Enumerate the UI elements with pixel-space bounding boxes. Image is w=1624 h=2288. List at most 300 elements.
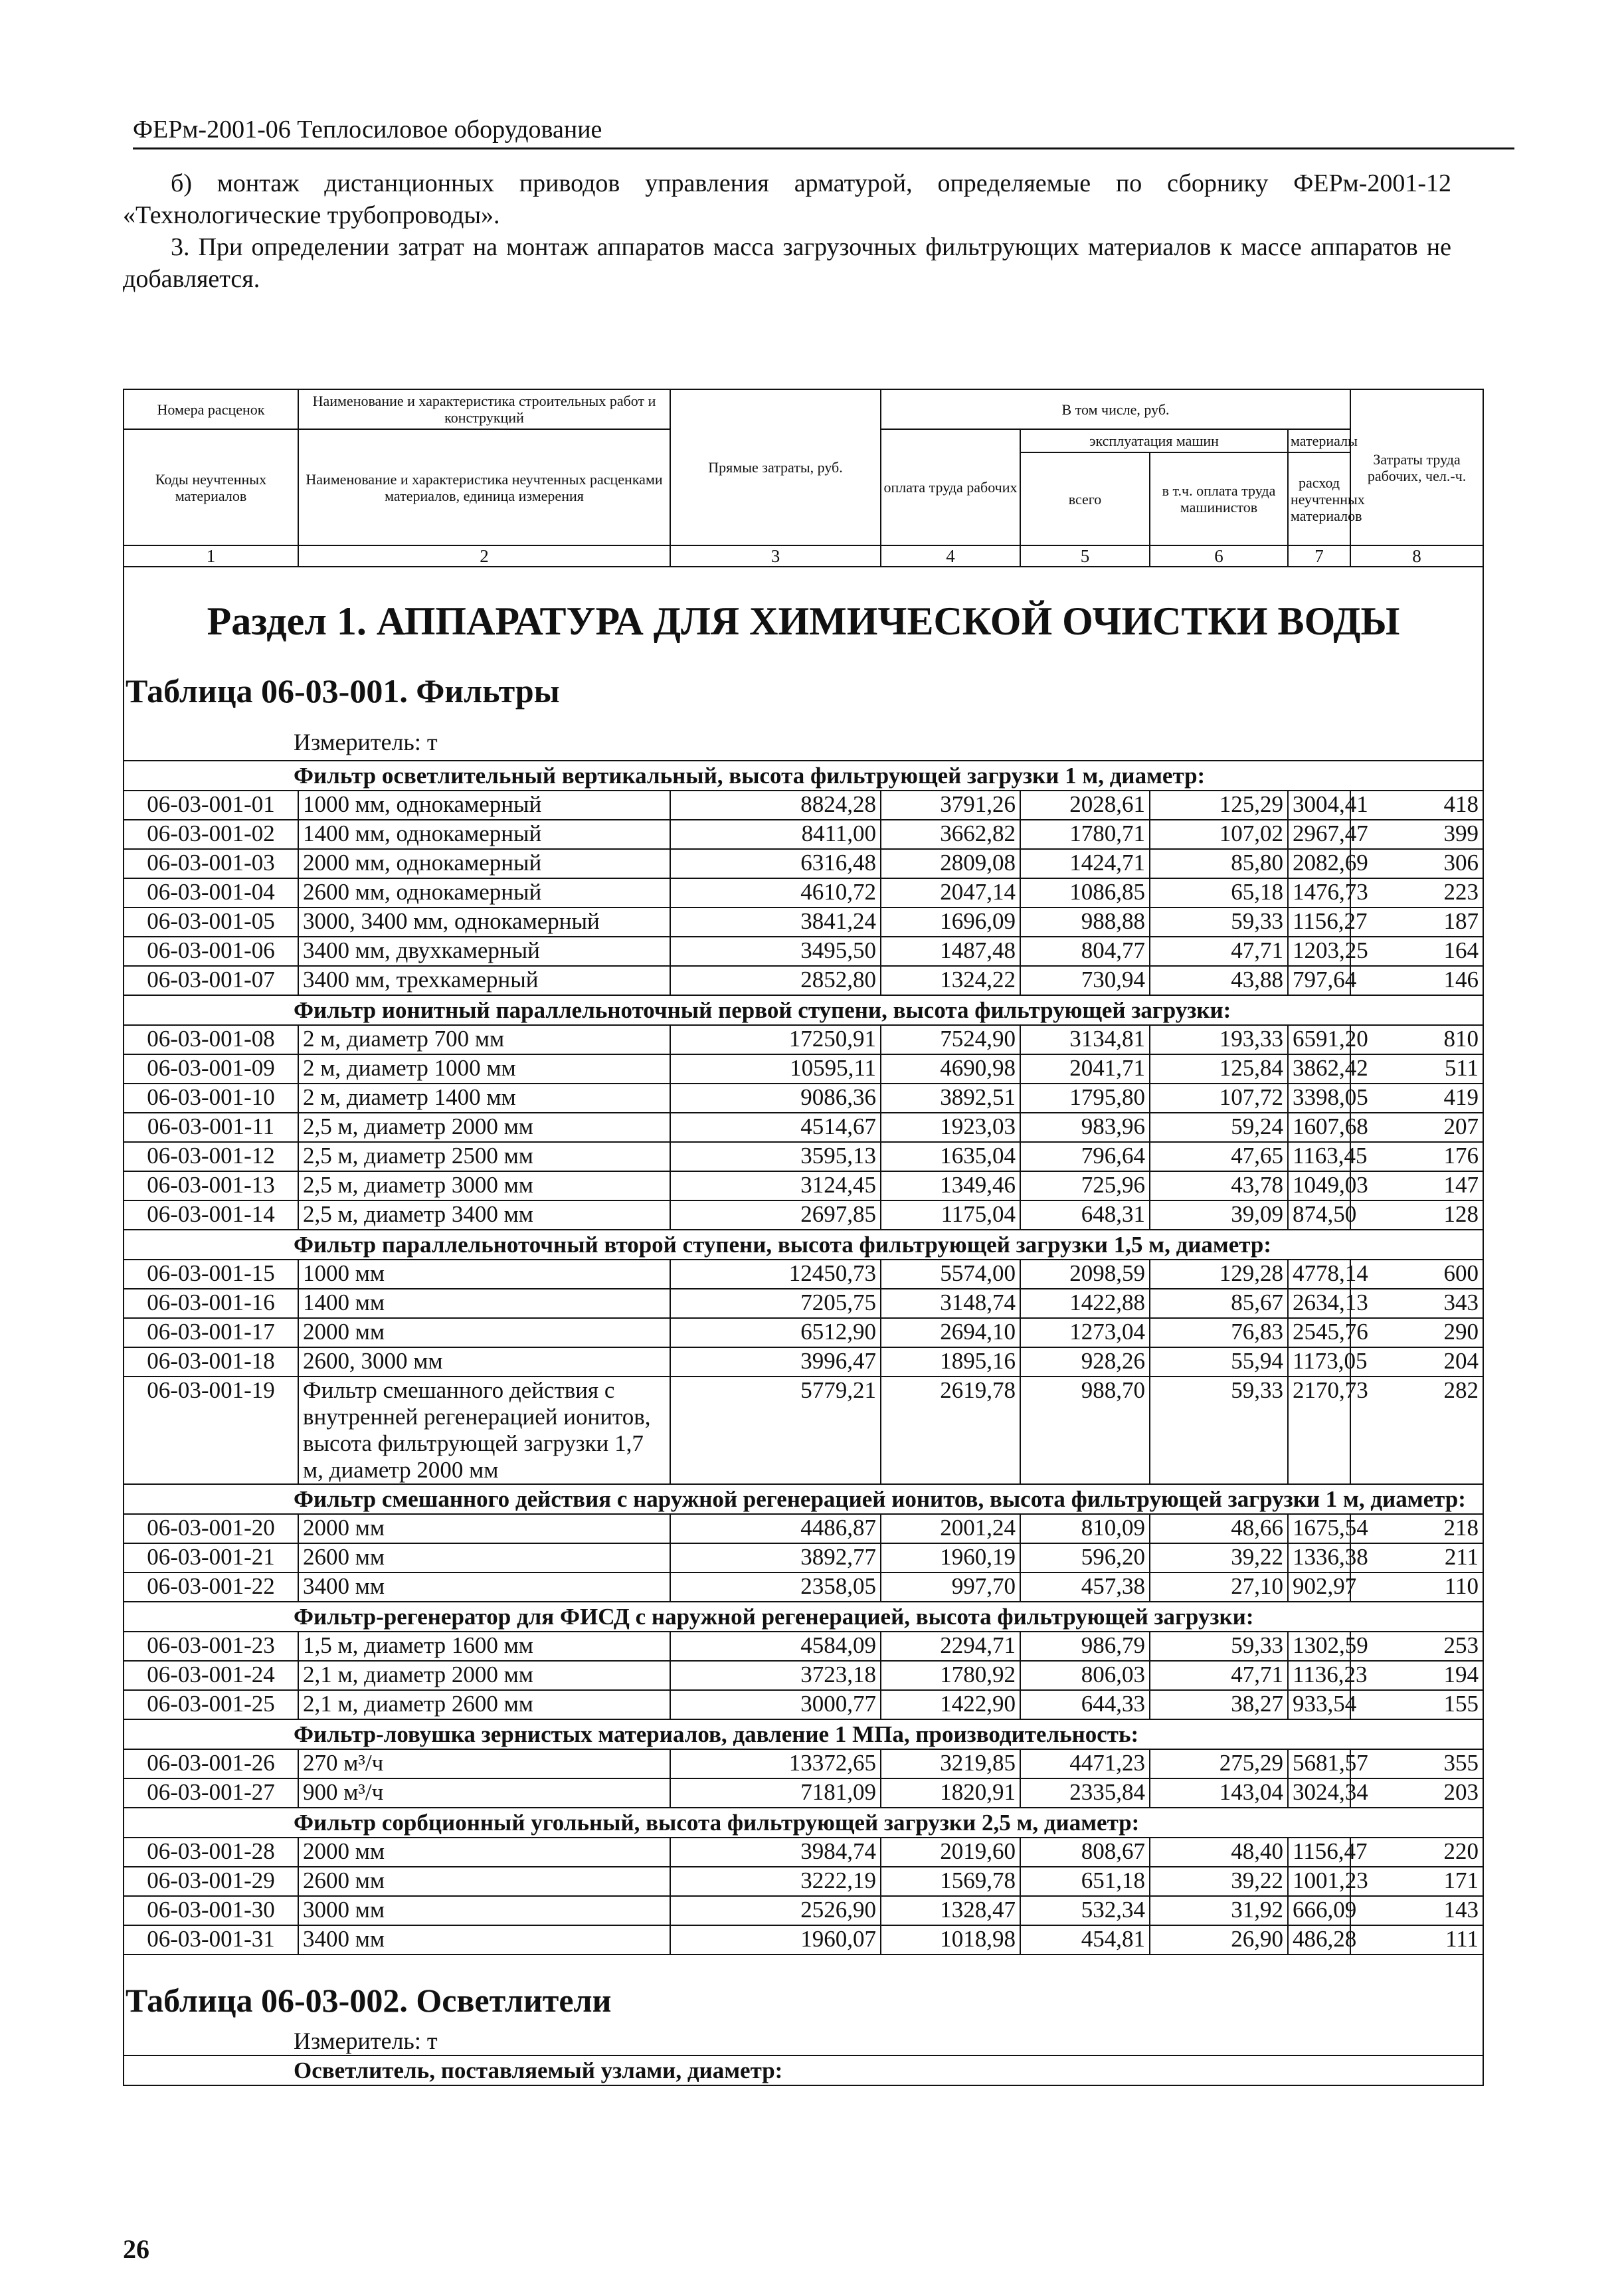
table-row: [124, 1260, 1483, 1289]
rate-code: 06-03-001-10: [124, 1084, 298, 1113]
work-description: 270 м³/ч: [298, 1749, 670, 1778]
rate-code: 06-03-001-23: [124, 1632, 298, 1661]
machinist-wages: 59,24: [1150, 1113, 1288, 1142]
machine-costs: 2028,61: [1020, 791, 1150, 820]
work-description: 3400 мм: [298, 1573, 670, 1602]
rate-code: 06-03-001-25: [124, 1690, 298, 1719]
table-row: [124, 907, 1483, 937]
worker-wages: 3662,82: [881, 820, 1020, 849]
material-costs: 1001,23: [1288, 1867, 1350, 1896]
labor-hours: 223: [1350, 878, 1483, 907]
direct-costs: 8411,00: [670, 820, 881, 849]
work-description: 1400 мм, однокамерный: [298, 820, 670, 849]
labor-hours: 511: [1350, 1054, 1483, 1084]
machine-costs: 532,34: [1020, 1896, 1150, 1925]
header-wages: оплата труда рабочих: [881, 429, 1020, 545]
machinist-wages: 43,88: [1150, 966, 1288, 995]
table-row: [124, 1896, 1483, 1925]
rate-code: 06-03-001-17: [124, 1318, 298, 1347]
machine-costs: 596,20: [1020, 1543, 1150, 1573]
worker-wages: 2694,10: [881, 1318, 1020, 1347]
column-number: 7: [1288, 545, 1350, 567]
worker-wages: 3791,26: [881, 791, 1020, 820]
material-costs: 1156,27: [1288, 907, 1350, 937]
table-row: [124, 1749, 1483, 1778]
work-description: 2,5 м, диаметр 2000 мм: [298, 1113, 670, 1142]
labor-hours: 211: [1350, 1543, 1483, 1573]
labor-hours: 207: [1350, 1113, 1483, 1142]
table-row: [124, 1084, 1483, 1113]
rate-code: 06-03-001-13: [124, 1171, 298, 1200]
labor-hours: 290: [1350, 1318, 1483, 1347]
direct-costs: 4486,87: [670, 1514, 881, 1543]
direct-costs: 8824,28: [670, 791, 881, 820]
rate-code: 06-03-001-27: [124, 1778, 298, 1808]
machinist-wages: 85,80: [1150, 849, 1288, 878]
table-row: [124, 791, 1483, 820]
running-header: ФЕРм-2001-06 Теплосиловое оборудование: [133, 114, 1514, 149]
spacer: [124, 1955, 1483, 1980]
machinist-wages: 125,29: [1150, 791, 1288, 820]
table-row: [124, 1171, 1483, 1200]
worker-wages: 3892,51: [881, 1084, 1020, 1113]
rate-code: 06-03-001-16: [124, 1289, 298, 1318]
worker-wages: 1349,46: [881, 1171, 1020, 1200]
labor-hours: 171: [1350, 1867, 1483, 1896]
material-costs: 5681,57: [1288, 1749, 1350, 1778]
table-row: [124, 1867, 1483, 1896]
table-row: [124, 1200, 1483, 1230]
work-description: 2000 мм, однокамерный: [298, 849, 670, 878]
header-labor: Затраты труда рабочих, чел.-ч.: [1350, 389, 1483, 545]
machinist-wages: 31,92: [1150, 1896, 1288, 1925]
rate-code: 06-03-001-04: [124, 878, 298, 907]
rate-code: 06-03-001-19: [124, 1377, 298, 1484]
machine-costs: 2098,59: [1020, 1260, 1150, 1289]
worker-wages: 1895,16: [881, 1347, 1020, 1377]
direct-costs: 7205,75: [670, 1289, 881, 1318]
material-costs: 1163,45: [1288, 1142, 1350, 1171]
material-costs: 1302,59: [1288, 1632, 1350, 1661]
direct-costs: 4584,09: [670, 1632, 881, 1661]
material-costs: 1607,68: [1288, 1113, 1350, 1142]
material-costs: 1136,23: [1288, 1661, 1350, 1690]
work-description: 2,5 м, диаметр 2500 мм: [298, 1142, 670, 1171]
worker-wages: 2001,24: [881, 1514, 1020, 1543]
group-heading-row: [124, 995, 1483, 1025]
material-costs: 1675,54: [1288, 1514, 1350, 1543]
table-row: [124, 1543, 1483, 1573]
material-costs: 797,64: [1288, 966, 1350, 995]
direct-costs: 17250,91: [670, 1025, 881, 1054]
machine-costs: 725,96: [1020, 1171, 1150, 1200]
material-costs: 874,50: [1288, 1200, 1350, 1230]
machine-costs: 1422,88: [1020, 1289, 1150, 1318]
rate-code: 06-03-001-22: [124, 1573, 298, 1602]
machinist-wages: 26,90: [1150, 1925, 1288, 1954]
material-costs: 1173,05: [1288, 1347, 1350, 1377]
machine-costs: 804,77: [1020, 937, 1150, 966]
direct-costs: 1960,07: [670, 1925, 881, 1954]
direct-costs: 2358,05: [670, 1573, 881, 1602]
machine-costs: 1795,80: [1020, 1084, 1150, 1113]
machine-costs: 986,79: [1020, 1632, 1150, 1661]
machine-costs: 2335,84: [1020, 1778, 1150, 1808]
table-row: [124, 1025, 1483, 1054]
material-costs: 3398,05: [1288, 1084, 1350, 1113]
work-description: 2,1 м, диаметр 2000 мм: [298, 1661, 670, 1690]
machine-costs: 983,96: [1020, 1113, 1150, 1142]
work-description: 1,5 м, диаметр 1600 мм: [298, 1632, 670, 1661]
work-description: 3400 мм, двухкамерный: [298, 937, 670, 966]
labor-hours: 110: [1350, 1573, 1483, 1602]
column-number: 8: [1350, 545, 1483, 567]
machine-costs: 810,09: [1020, 1514, 1150, 1543]
machine-costs: 988,88: [1020, 907, 1150, 937]
header-machines-total: всего: [1020, 452, 1150, 545]
direct-costs: 13372,65: [670, 1749, 881, 1778]
work-description: 3000, 3400 мм, однокамерный: [298, 907, 670, 937]
column-number: 5: [1020, 545, 1150, 567]
rate-code: 06-03-001-05: [124, 907, 298, 937]
direct-costs: 3000,77: [670, 1690, 881, 1719]
table-row: [124, 1690, 1483, 1719]
machinist-wages: 65,18: [1150, 878, 1288, 907]
direct-costs: 3124,45: [670, 1171, 881, 1200]
table-row: [124, 937, 1483, 966]
machinist-wages: 47,65: [1150, 1142, 1288, 1171]
section-block: [124, 567, 1483, 761]
material-costs: 1476,73: [1288, 878, 1350, 907]
machine-costs: 928,26: [1020, 1347, 1150, 1377]
group-heading: Фильтр параллельноточный второй ступени, высота фильтрующей загрузки 1,5 м, диаметр:: [124, 1230, 1483, 1260]
unit-of-measure: Измеритель: т: [294, 729, 438, 755]
worker-wages: 1175,04: [881, 1200, 1020, 1230]
worker-wages: 1780,92: [881, 1661, 1020, 1690]
labor-hours: 220: [1350, 1838, 1483, 1867]
header-rate-numbers: Номера расценок: [124, 389, 298, 429]
table-row: [124, 1347, 1483, 1377]
table-title: Таблица 06-03-001. Фильтры: [126, 672, 560, 710]
worker-wages: 1820,91: [881, 1778, 1020, 1808]
machine-costs: 808,67: [1020, 1838, 1150, 1867]
group-heading-row: [124, 1602, 1483, 1632]
column-number: 3: [670, 545, 881, 567]
labor-hours: 155: [1350, 1690, 1483, 1719]
table-row: [124, 820, 1483, 849]
group-heading-row: [124, 1808, 1483, 1838]
worker-wages: 2019,60: [881, 1838, 1020, 1867]
group-heading: Фильтр смешанного действия с наружной регенерацией ионитов, высота фильтрующей загрузки 1 м, диаметр:: [124, 1484, 1483, 1514]
group-heading: Осветлитель, поставляемый узлами, диаметр:: [124, 2055, 1483, 2085]
column-number: 1: [124, 545, 298, 567]
machine-costs: 806,03: [1020, 1661, 1150, 1690]
work-description: 2 м, диаметр 700 мм: [298, 1025, 670, 1054]
worker-wages: 997,70: [881, 1573, 1020, 1602]
machine-costs: 4471,23: [1020, 1749, 1150, 1778]
direct-costs: 3495,50: [670, 937, 881, 966]
direct-costs: 10595,11: [670, 1054, 881, 1084]
group-heading: Фильтр-регенератор для ФИСД с наружной регенерацией, высота фильтрующей загрузки:: [124, 1602, 1483, 1632]
work-description: 2,5 м, диаметр 3000 мм: [298, 1171, 670, 1200]
table-row: [124, 1573, 1483, 1602]
worker-wages: 4690,98: [881, 1054, 1020, 1084]
rate-code: 06-03-001-26: [124, 1749, 298, 1778]
worker-wages: 2294,71: [881, 1632, 1020, 1661]
labor-hours: 147: [1350, 1171, 1483, 1200]
machine-costs: 1780,71: [1020, 820, 1150, 849]
machine-costs: 1086,85: [1020, 878, 1150, 907]
note-paragraph: 3. При определении затрат на монтаж аппаратов масса загрузочных фильтрующих материалов к массе аппаратов не добавляется.: [123, 233, 1451, 293]
machine-costs: 730,94: [1020, 966, 1150, 995]
work-description: 3400 мм: [298, 1925, 670, 1954]
table-row: [124, 1318, 1483, 1347]
rate-code: 06-03-001-30: [124, 1896, 298, 1925]
machine-costs: 1424,71: [1020, 849, 1150, 878]
column-number: 6: [1150, 545, 1288, 567]
direct-costs: 6512,90: [670, 1318, 881, 1347]
machinist-wages: 193,33: [1150, 1025, 1288, 1054]
machinist-wages: 76,83: [1150, 1318, 1288, 1347]
rate-code: 06-03-001-03: [124, 849, 298, 878]
worker-wages: 3219,85: [881, 1749, 1020, 1778]
worker-wages: 2809,08: [881, 849, 1020, 878]
rate-code: 06-03-001-15: [124, 1260, 298, 1289]
machinist-wages: 143,04: [1150, 1778, 1288, 1808]
rate-code: 06-03-001-08: [124, 1025, 298, 1054]
machinist-wages: 129,28: [1150, 1260, 1288, 1289]
machinist-wages: 38,27: [1150, 1690, 1288, 1719]
table-row: [124, 1838, 1483, 1867]
labor-hours: 164: [1350, 937, 1483, 966]
labor-hours: 399: [1350, 820, 1483, 849]
table-title: Таблица 06-03-002. Осветлители: [126, 1982, 612, 2019]
material-costs: 3024,34: [1288, 1778, 1350, 1808]
header-machinist-wages: в т.ч. оплата труда машинистов: [1150, 452, 1288, 545]
work-description: 2600, 3000 мм: [298, 1347, 670, 1377]
table-row: [124, 1054, 1483, 1084]
table-row: [124, 1514, 1483, 1543]
direct-costs: 6316,48: [670, 849, 881, 878]
labor-hours: 143: [1350, 1896, 1483, 1925]
material-costs: 486,28: [1288, 1925, 1350, 1954]
direct-costs: 3892,77: [670, 1543, 881, 1573]
machine-costs: 796,64: [1020, 1142, 1150, 1171]
rate-code: 06-03-001-09: [124, 1054, 298, 1084]
direct-costs: 3595,13: [670, 1142, 881, 1171]
direct-costs: 4514,67: [670, 1113, 881, 1142]
labor-hours: 355: [1350, 1749, 1483, 1778]
rate-code: 06-03-001-21: [124, 1543, 298, 1573]
labor-hours: 418: [1350, 791, 1483, 820]
work-description: 3400 мм, трехкамерный: [298, 966, 670, 995]
machine-costs: 2041,71: [1020, 1054, 1150, 1084]
work-description: 1000 мм: [298, 1260, 670, 1289]
labor-hours: 203: [1350, 1778, 1483, 1808]
material-costs: 2545,76: [1288, 1318, 1350, 1347]
work-description: 1400 мм: [298, 1289, 670, 1318]
column-number: 2: [298, 545, 670, 567]
table-row: [124, 849, 1483, 878]
machinist-wages: 39,22: [1150, 1543, 1288, 1573]
material-costs: 4778,14: [1288, 1260, 1350, 1289]
rate-code: 06-03-001-14: [124, 1200, 298, 1230]
machinist-wages: 59,33: [1150, 1632, 1288, 1661]
machinist-wages: 55,94: [1150, 1347, 1288, 1377]
labor-hours: 419: [1350, 1084, 1483, 1113]
direct-costs: 5779,21: [670, 1377, 881, 1484]
direct-costs: 2697,85: [670, 1200, 881, 1230]
rate-code: 06-03-001-18: [124, 1347, 298, 1377]
machinist-wages: 39,09: [1150, 1200, 1288, 1230]
direct-costs: 3222,19: [670, 1867, 881, 1896]
labor-hours: 111: [1350, 1925, 1483, 1954]
work-description: 2000 мм: [298, 1838, 670, 1867]
table2-block-row: [124, 1954, 1483, 2055]
labor-hours: 128: [1350, 1200, 1483, 1230]
work-description: 2000 мм: [298, 1318, 670, 1347]
work-description: 2,5 м, диаметр 3400 мм: [298, 1200, 670, 1230]
group-heading: Фильтр сорбционный угольный, высота фильтрующей загрузки 2,5 м, диаметр:: [124, 1808, 1483, 1838]
table-row: [124, 1377, 1483, 1484]
material-costs: 933,54: [1288, 1690, 1350, 1719]
direct-costs: 3723,18: [670, 1661, 881, 1690]
labor-hours: 187: [1350, 907, 1483, 937]
material-costs: 6591,20: [1288, 1025, 1350, 1054]
direct-costs: 4610,72: [670, 878, 881, 907]
rates-table: [123, 389, 1484, 2086]
material-costs: 2170,73: [1288, 1377, 1350, 1484]
machine-costs: 3134,81: [1020, 1025, 1150, 1054]
machinist-wages: 59,33: [1150, 1377, 1288, 1484]
machinist-wages: 59,33: [1150, 907, 1288, 937]
machinist-wages: 48,40: [1150, 1838, 1288, 1867]
direct-costs: 7181,09: [670, 1778, 881, 1808]
work-description: Фильтр смешанного действия с внутренней регенерацией ионитов, высота фильтрующей загрузки 1,7 м, диаметр 2000 мм: [298, 1377, 670, 1484]
worker-wages: 2047,14: [881, 878, 1020, 907]
machine-costs: 651,18: [1020, 1867, 1150, 1896]
group-heading-row: [124, 1230, 1483, 1260]
unit-of-measure: Измеритель: т: [294, 2028, 438, 2054]
table-row: [124, 1661, 1483, 1690]
worker-wages: 2619,78: [881, 1377, 1020, 1484]
machine-costs: 644,33: [1020, 1690, 1150, 1719]
material-costs: 2967,47: [1288, 820, 1350, 849]
worker-wages: 1569,78: [881, 1867, 1020, 1896]
labor-hours: 176: [1350, 1142, 1483, 1171]
work-description: 2,1 м, диаметр 2600 мм: [298, 1690, 670, 1719]
table-row: [124, 1632, 1483, 1661]
table-row: [124, 1778, 1483, 1808]
worker-wages: 1923,03: [881, 1113, 1020, 1142]
material-costs: 3862,42: [1288, 1054, 1350, 1084]
section-title: Раздел 1. АППАРАТУРА ДЛЯ ХИМИЧЕСКОЙ ОЧИСТКИ ВОДЫ: [207, 599, 1400, 643]
labor-hours: 204: [1350, 1347, 1483, 1377]
work-description: 1000 мм, однокамерный: [298, 791, 670, 820]
machinist-wages: 27,10: [1150, 1573, 1288, 1602]
labor-hours: 600: [1350, 1260, 1483, 1289]
machinist-wages: 39,22: [1150, 1867, 1288, 1896]
machine-costs: 454,81: [1020, 1925, 1150, 1954]
labor-hours: 146: [1350, 966, 1483, 995]
direct-costs: 3996,47: [670, 1347, 881, 1377]
direct-costs: 2526,90: [670, 1896, 881, 1925]
machinist-wages: 47,71: [1150, 937, 1288, 966]
header-direct-costs: Прямые затраты, руб.: [670, 389, 881, 545]
labor-hours: 810: [1350, 1025, 1483, 1054]
work-description: 2 м, диаметр 1400 мм: [298, 1084, 670, 1113]
machinist-wages: 48,66: [1150, 1514, 1288, 1543]
worker-wages: 7524,90: [881, 1025, 1020, 1054]
work-description: 2600 мм: [298, 1543, 670, 1573]
labor-hours: 306: [1350, 849, 1483, 878]
machinist-wages: 107,72: [1150, 1084, 1288, 1113]
work-description: 2000 мм: [298, 1514, 670, 1543]
material-costs: 1049,03: [1288, 1171, 1350, 1200]
material-costs: 666,09: [1288, 1896, 1350, 1925]
rate-code: 06-03-001-02: [124, 820, 298, 849]
group-heading-row: [124, 1484, 1483, 1514]
work-description: 2600 мм, однокамерный: [298, 878, 670, 907]
labor-hours: 343: [1350, 1289, 1483, 1318]
direct-costs: 3841,24: [670, 907, 881, 937]
worker-wages: 1960,19: [881, 1543, 1020, 1573]
machine-costs: 457,38: [1020, 1573, 1150, 1602]
group-heading: Фильтр осветлительный вертикальный, высота фильтрующей загрузки 1 м, диаметр:: [124, 761, 1483, 791]
rate-code: 06-03-001-06: [124, 937, 298, 966]
column-number: 4: [881, 545, 1020, 567]
table2-block: [124, 1954, 1483, 2055]
table-row: [124, 878, 1483, 907]
header-material-names: Наименование и характеристика неучтенных расценками материалов, единица измерения: [298, 429, 670, 545]
notes: [123, 167, 1451, 295]
rate-code: 06-03-001-12: [124, 1142, 298, 1171]
header-work-name: Наименование и характеристика строительных работ и конструкций: [298, 389, 670, 429]
machine-costs: 988,70: [1020, 1377, 1150, 1484]
group-heading-row: [124, 1719, 1483, 1749]
worker-wages: 5574,00: [881, 1260, 1020, 1289]
work-description: 2600 мм: [298, 1867, 670, 1896]
material-costs: 2082,69: [1288, 849, 1350, 878]
group-heading-row: [124, 2055, 1483, 2085]
labor-hours: 194: [1350, 1661, 1483, 1690]
labor-hours: 253: [1350, 1632, 1483, 1661]
worker-wages: 1696,09: [881, 907, 1020, 937]
material-costs: 2634,13: [1288, 1289, 1350, 1318]
work-description: 3000 мм: [298, 1896, 670, 1925]
group-heading: Фильтр-ловушка зернистых материалов, давление 1 МПа, производительность:: [124, 1719, 1483, 1749]
direct-costs: 3984,74: [670, 1838, 881, 1867]
material-costs: 1203,25: [1288, 937, 1350, 966]
material-costs: 3004,41: [1288, 791, 1350, 820]
table-row: [124, 1113, 1483, 1142]
rate-code: 06-03-001-01: [124, 791, 298, 820]
worker-wages: 1324,22: [881, 966, 1020, 995]
table-row: [124, 1925, 1483, 1954]
rate-code: 06-03-001-31: [124, 1925, 298, 1954]
worker-wages: 1635,04: [881, 1142, 1020, 1171]
labor-hours: 282: [1350, 1377, 1483, 1484]
header-material-codes: Коды неучтенных материалов: [124, 429, 298, 545]
machine-costs: 1273,04: [1020, 1318, 1150, 1347]
material-costs: 902,97: [1288, 1573, 1350, 1602]
direct-costs: 12450,73: [670, 1260, 881, 1289]
machinist-wages: 43,78: [1150, 1171, 1288, 1200]
machinist-wages: 47,71: [1150, 1661, 1288, 1690]
machinist-wages: 125,84: [1150, 1054, 1288, 1084]
page-number: 26: [123, 2234, 149, 2264]
work-description: 900 м³/ч: [298, 1778, 670, 1808]
